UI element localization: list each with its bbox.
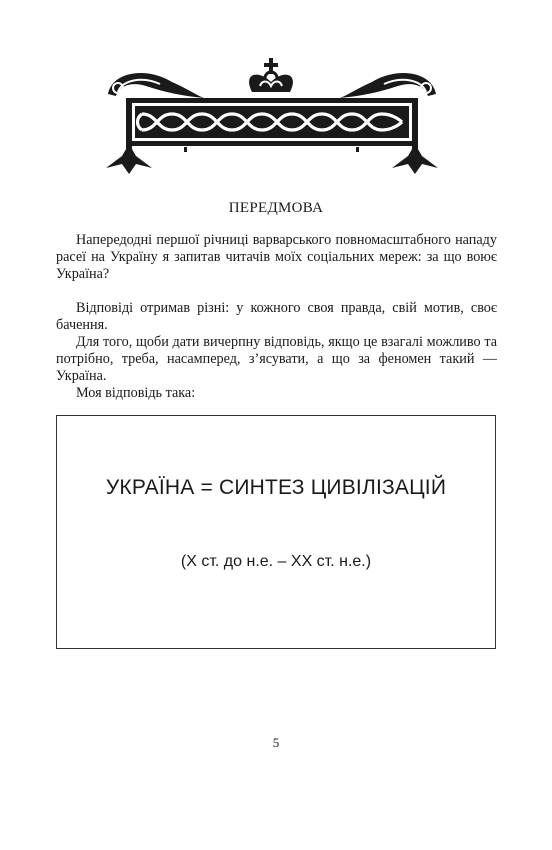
paragraph: Відповіді отримав різні: у кожного своя правда, свій мотив, своє бачення.	[56, 300, 497, 333]
paragraph: Для того, щоби дати вичерпну відповідь, якщо це взагалі можливо та потрібно, треба, насамперед, з’ясувати, а що за феномен такий — Україна.	[56, 334, 497, 384]
box-heading: УКРАЇНА = СИНТЕЗ ЦИВІЛІЗАЦІЙ	[105, 476, 447, 499]
preface-text	[56, 232, 497, 402]
highlight-box	[56, 415, 496, 649]
page-number: 5	[272, 735, 280, 750]
paragraph: Напередодні першої річниці варварського повномасштабного нападу расеї на Україну я запитав читачів моїх соціальних мереж: за що воює Україна?	[56, 232, 497, 282]
box-subheading: (X ст. до н.е. – XX ст. н.е.)	[180, 553, 372, 570]
celtic-knot-ornament-icon	[102, 52, 442, 176]
page-title: ПЕРЕДМОВА	[228, 200, 324, 216]
paragraph: Моя відповідь така:	[76, 385, 196, 401]
